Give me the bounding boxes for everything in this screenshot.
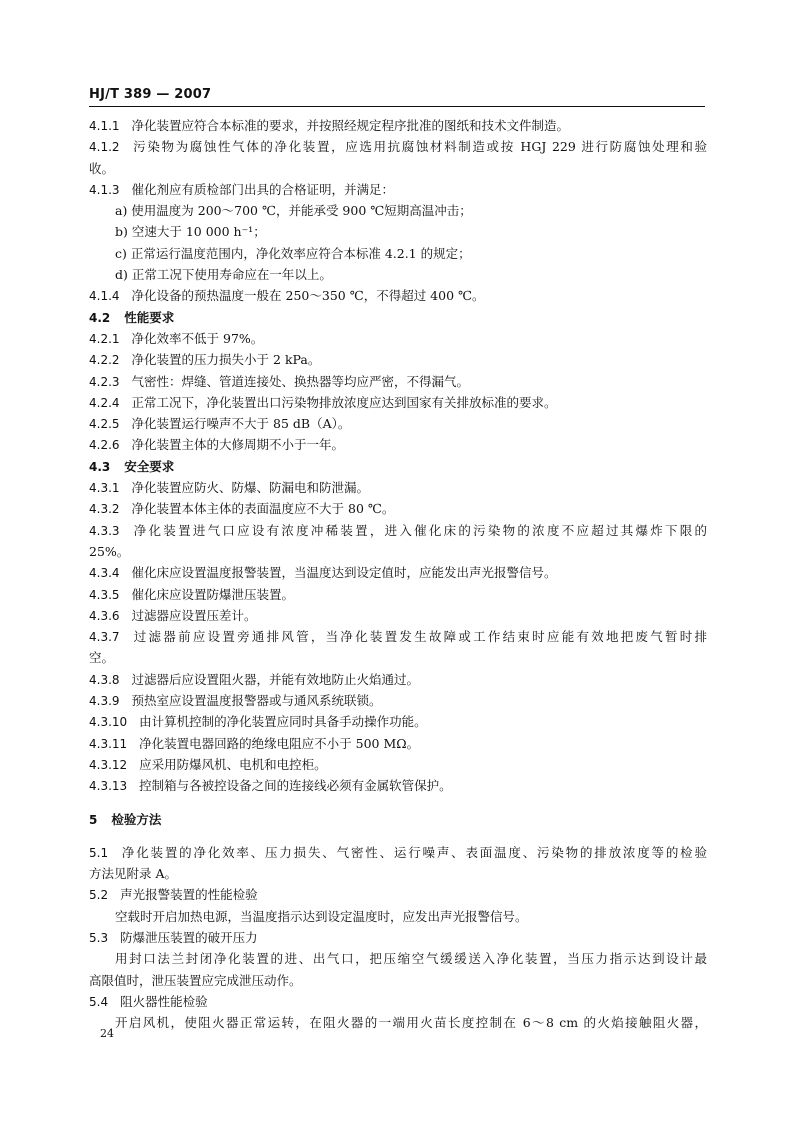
clause-number: 4.3.4 xyxy=(89,566,120,581)
clause-line xyxy=(89,863,707,884)
clause-number: 4.3.11 xyxy=(89,736,128,751)
clause-number: 4.3.13 xyxy=(89,779,128,794)
clause-text: 净化装置本体主体的表面温度应不大于 80 ℃。 xyxy=(131,501,395,517)
clause-line xyxy=(89,884,707,905)
clause-text: 催化床应设置防爆泄压装置。 xyxy=(131,586,295,602)
clause-line xyxy=(89,711,707,732)
clause-text: 净化装置应防火、防爆、防漏电和防泄漏。 xyxy=(131,480,370,496)
section-gap xyxy=(89,797,707,809)
clause-text: d) 正常工况下使用寿命应在一年以上。 xyxy=(115,267,332,283)
clause-line xyxy=(89,158,707,179)
clause-line xyxy=(89,371,707,392)
clause-text: 预热室应设置温度报警器或与通风系统联锁。 xyxy=(131,693,382,709)
clause-number: 4.3.1 xyxy=(89,481,120,496)
clause-line xyxy=(89,754,707,775)
clause-number: 4.3.10 xyxy=(89,715,128,730)
header-rule xyxy=(89,106,705,107)
clause-line xyxy=(89,605,707,626)
clause-text: 净化设备的预热温度一般在 250～350 ℃，不得超过 400 ℃。 xyxy=(131,288,485,304)
clause-line xyxy=(89,669,707,690)
clause-text: 净化效率不低于 97%。 xyxy=(131,330,264,346)
clause-line xyxy=(89,477,707,498)
clause-line xyxy=(89,775,707,796)
clause-number: 4.3.5 xyxy=(89,587,120,602)
clause-text: 净化装置的净化效率、压力损失、气密性、运行噪声、表面温度、污染物的排放浓度等的检验 xyxy=(120,844,707,860)
clause-line xyxy=(89,541,707,562)
clause-number: 4.2.3 xyxy=(89,374,120,389)
clause-text: 净化装置电器回路的绝缘电阻应不小于 500 MΩ。 xyxy=(139,735,420,751)
clause-line xyxy=(89,413,707,434)
clause-number: 4.2.4 xyxy=(89,395,120,410)
clause-number: 4.1.3 xyxy=(89,182,120,197)
clause-number: 4.3.9 xyxy=(89,694,120,709)
clause-text: 过滤器应设置压差计。 xyxy=(131,607,257,623)
clause-text: 应采用防爆风机、电机和电控柜。 xyxy=(139,756,327,772)
clause-text: 方法见附录 A。 xyxy=(89,866,178,882)
standard-code-header: HJ/T 389 — 2007 xyxy=(89,87,212,102)
section-gap xyxy=(89,830,707,842)
clause-number: 5.2 xyxy=(89,888,109,903)
clause-line xyxy=(89,264,707,285)
clause-text: 催化剂应有质检部门出具的合格证明，并满足： xyxy=(131,181,395,197)
clause-text: 检验方法 xyxy=(111,811,162,827)
section-heading xyxy=(89,809,707,830)
clause-number: 4.1.2 xyxy=(89,140,120,155)
clause-text: 过滤器后应设置阻火器，并能有效地防止火焰通过。 xyxy=(131,671,420,687)
clause-line xyxy=(89,562,707,583)
clause-line xyxy=(89,626,707,647)
clause-number: 5.3 xyxy=(89,930,109,945)
clause-line xyxy=(89,647,707,668)
clause-text: 空。 xyxy=(89,650,115,666)
clause-line xyxy=(89,906,707,927)
clause-text: 控制箱与各被控设备之间的连接线必须有金属软管保护。 xyxy=(139,778,452,794)
clause-text: 性能要求 xyxy=(124,309,175,325)
clause-text: b) 空速大于 10 000 h⁻¹； xyxy=(115,224,266,240)
clause-text: 安全要求 xyxy=(124,458,175,474)
clause-number: 4.2.5 xyxy=(89,417,120,432)
clause-text: 阻火器性能检验 xyxy=(120,993,208,1009)
clause-line xyxy=(89,136,707,157)
clause-text: a) 使用温度为 200～700 ℃，并能承受 900 ℃短期高温冲击； xyxy=(115,203,472,219)
clause-text: 空载时开启加热电源，当温度指示达到设定温度时，应发出声光报警信号。 xyxy=(115,908,528,924)
clause-line xyxy=(89,970,707,991)
clause-number: 4.2.1 xyxy=(89,331,120,346)
clause-text: 正常工况下，净化装置出口污染物排放浓度应达到国家有关排放标准的要求。 xyxy=(131,394,557,410)
clause-number: 4.3.6 xyxy=(89,608,120,623)
clause-number: 5 xyxy=(89,812,98,827)
clause-line xyxy=(89,498,707,519)
clause-text: 收。 xyxy=(89,160,115,176)
clause-text: 用封口法兰封闭净化装置的进、出气口，把压缩空气缓缓送入净化装置，当压力指示达到设计最 xyxy=(115,951,707,967)
clause-text: 净化装置的压力损失小于 2 kPa。 xyxy=(131,352,321,368)
clause-number: 4.3.2 xyxy=(89,502,120,517)
clause-text: 净化装置应符合本标准的要求，并按照经规定程序批准的图纸和技术文件制造。 xyxy=(131,118,570,133)
clause-number: 4.2.6 xyxy=(89,438,120,453)
clause-text: 净化装置主体的大修周期不小于一年。 xyxy=(131,437,345,453)
section-heading xyxy=(89,456,707,477)
clause-line xyxy=(89,328,707,349)
clause-number: 4.3.7 xyxy=(89,630,120,645)
clause-line xyxy=(89,434,707,455)
clause-text: 净化装置进气口应设有浓度冲稀装置，进入催化床的污染物的浓度不应超过其爆炸下限的 xyxy=(131,522,707,538)
clause-number: 4.3.3 xyxy=(89,523,120,538)
clause-text: 气密性：焊缝、管道连接处、换热器等均应严密，不得漏气。 xyxy=(131,373,470,389)
clause-line xyxy=(89,285,707,306)
clause-number: 4.3 xyxy=(89,459,111,474)
clause-text: 开启风机，使阻火器正常运转，在阻火器的一端用火苗长度控制在 6～8 cm 的火焰接触阻火器， xyxy=(115,1015,707,1031)
clause-line xyxy=(89,991,707,1012)
clause-line xyxy=(89,927,707,948)
clause-number: 4.3.12 xyxy=(89,757,128,772)
clause-text: 过滤器前应设置旁通排风管，当净化装置发生故障或工作结束时应能有效地把废气暂时排 xyxy=(131,629,707,645)
clause-text: 声光报警装置的性能检验 xyxy=(120,887,258,903)
clause-line xyxy=(89,392,707,413)
clause-number: 5.1 xyxy=(89,845,109,860)
clause-text: c) 正常运行温度范围内，净化效率应符合本标准 4.2.1 的规定； xyxy=(115,245,471,261)
clause-number: 4.1.4 xyxy=(89,289,120,304)
clause-line xyxy=(89,584,707,605)
clause-line xyxy=(89,520,707,541)
clause-line xyxy=(89,221,707,242)
clause-text: 由计算机控制的净化装置应同时具备手动操作功能。 xyxy=(139,714,427,730)
clause-line xyxy=(89,349,707,370)
clause-line xyxy=(89,200,707,221)
document-body xyxy=(89,115,707,1033)
clause-line xyxy=(89,690,707,711)
clause-number: 4.2.2 xyxy=(89,353,120,368)
clause-text: 污染物为腐蚀性气体的净化装置，应选用抗腐蚀材料制造或按 HGJ 229 进行防腐蚀处理和验 xyxy=(131,139,707,155)
clause-line xyxy=(89,733,707,754)
clause-line xyxy=(89,179,707,200)
clause-number: 4.1.1 xyxy=(89,119,120,133)
clause-number: 4.3.8 xyxy=(89,672,120,687)
clause-text: 防爆泄压装置的破开压力 xyxy=(120,929,258,945)
clause-number: 4.2 xyxy=(89,310,111,325)
clause-text: 净化装置运行噪声不大于 85 dB（A）。 xyxy=(131,416,351,432)
page-number: 24 xyxy=(100,1027,114,1040)
clause-text: 25%。 xyxy=(89,543,130,559)
clause-number: 5.4 xyxy=(89,994,109,1009)
clause-line xyxy=(89,948,707,969)
clause-line xyxy=(89,1012,707,1033)
clause-line xyxy=(89,115,707,136)
section-heading xyxy=(89,307,707,328)
clause-text: 催化床应设置温度报警装置，当温度达到设定值时，应能发出声光报警信号。 xyxy=(131,565,557,581)
clause-text: 高限值时，泄压装置应完成泄压动作。 xyxy=(89,972,302,988)
clause-line xyxy=(89,243,707,264)
clause-line xyxy=(89,842,707,863)
